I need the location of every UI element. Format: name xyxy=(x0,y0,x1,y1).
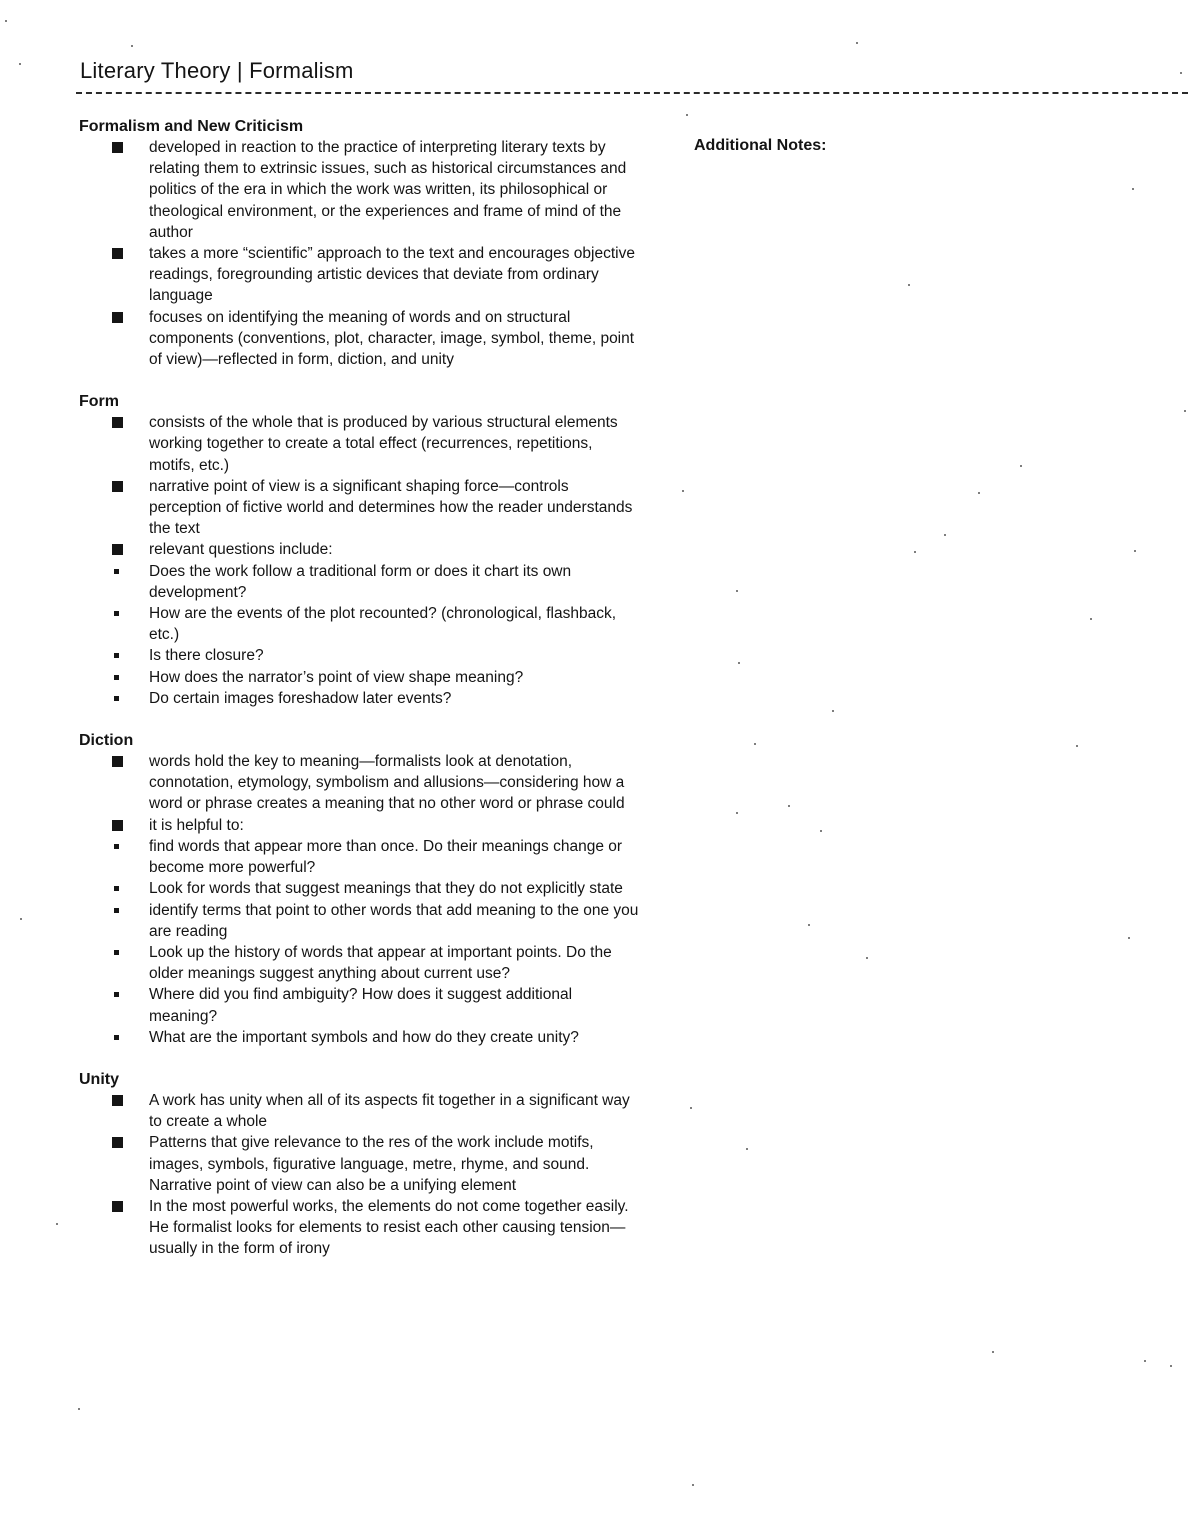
scan-speck xyxy=(78,1408,80,1410)
small-bullet-icon xyxy=(114,992,119,997)
small-bullet-icon xyxy=(114,569,119,574)
scan-speck xyxy=(754,743,756,745)
additional-notes-label: Additional Notes: xyxy=(694,137,827,154)
square-bullet-icon xyxy=(112,756,123,767)
scan-speck xyxy=(19,63,21,65)
scan-speck xyxy=(908,284,910,286)
list-item-text: Where did you find ambiguity? How does it suggest additional meaning? xyxy=(149,986,573,1025)
list-item xyxy=(79,137,639,243)
main-content xyxy=(79,116,639,1281)
list-item-text: consists of the whole that is produced by various structural elements working together to create a total effect (recurrences, repetitions, motifs, etc.) xyxy=(149,414,618,474)
scan-speck xyxy=(992,1351,994,1353)
bullet-list xyxy=(79,412,639,709)
scan-speck xyxy=(808,924,810,926)
list-item-text: it is helpful to: xyxy=(149,816,244,834)
scan-speck xyxy=(736,812,738,814)
square-bullet-icon xyxy=(112,1137,123,1148)
scan-speck xyxy=(1020,465,1022,467)
scan-speck xyxy=(788,805,790,807)
list-item xyxy=(79,751,639,815)
scan-speck xyxy=(832,710,834,712)
scan-speck xyxy=(978,492,980,494)
scan-speck xyxy=(746,1148,748,1150)
list-item-text: Look for words that suggest meanings that they do not explicitly state xyxy=(149,880,623,898)
list-item-text: Do certain images foreshadow later events? xyxy=(149,689,452,707)
list-item xyxy=(79,1196,639,1260)
list-item-text: What are the important symbols and how do they create unity? xyxy=(149,1028,579,1046)
list-item-text: How are the events of the plot recounted? (chronological, flashback, etc.) xyxy=(149,605,616,644)
scan-speck xyxy=(736,590,738,592)
scan-speck xyxy=(1184,410,1186,412)
scan-speck xyxy=(690,1107,692,1109)
list-item xyxy=(79,1027,639,1048)
square-bullet-icon xyxy=(112,142,123,153)
list-item xyxy=(79,984,639,1026)
list-item xyxy=(79,688,639,709)
scan-speck xyxy=(1076,745,1078,747)
scan-speck xyxy=(1132,188,1134,190)
small-bullet-icon xyxy=(114,611,119,616)
list-item xyxy=(79,900,639,942)
list-item-text: developed in reaction to the practice of interpreting literary texts by relating them to extrinsic issues, such as historical circumstances and politics of the era in which the work was written, its philosophical or theological environment, or the experiences and frame of mind of the author xyxy=(149,139,627,241)
scan-speck xyxy=(914,551,916,553)
bullet-list xyxy=(79,751,639,1048)
list-item xyxy=(79,243,639,307)
scan-speck xyxy=(866,957,868,959)
list-item-text: How does the narrator’s point of view shape meaning? xyxy=(149,668,524,686)
scan-speck xyxy=(682,490,684,492)
scan-speck xyxy=(686,114,688,116)
square-bullet-icon xyxy=(112,481,123,492)
scan-speck xyxy=(820,830,822,832)
scan-speck xyxy=(20,918,22,920)
section-heading: Unity xyxy=(79,1070,119,1088)
square-bullet-icon xyxy=(112,248,123,259)
list-item xyxy=(79,1132,639,1196)
bullet-list xyxy=(79,1090,639,1260)
list-item-text: Look up the history of words that appear at important points. Do the older meanings suggest anything about current use? xyxy=(149,943,612,983)
list-item-text: Does the work follow a traditional form or does it chart its own development? xyxy=(149,562,572,601)
square-bullet-icon xyxy=(112,1201,123,1212)
title-divider xyxy=(76,92,1188,94)
list-item xyxy=(79,667,639,688)
scan-speck xyxy=(1090,618,1092,620)
scan-speck xyxy=(692,1484,694,1486)
list-item-text: find words that appear more than once. Do their meanings change or become more powerful? xyxy=(149,837,623,877)
list-item-text: identify terms that point to other words that add meaning to the one you are reading xyxy=(149,901,639,940)
section-heading: Diction xyxy=(79,732,134,750)
list-item-text: focuses on identifying the meaning of words and on structural components (conventions, plot, character, image, symbol, theme, point of view)—reflected in form, diction, and unity xyxy=(149,308,635,369)
list-item-text: words hold the key to meaning—formalists look at denotation, connotation, etymology, symbolism and allusions—considering how a word or phrase creates a meaning that no other word or phrase could xyxy=(149,753,625,813)
scan-speck xyxy=(1170,1365,1172,1367)
scan-speck xyxy=(1128,937,1130,939)
square-bullet-icon xyxy=(112,820,123,831)
scan-speck xyxy=(131,45,133,47)
section-heading: Formalism and New Criticism xyxy=(79,118,304,135)
list-item xyxy=(79,603,639,645)
list-item-text: A work has unity when all of its aspects fit together in a significant way to create a whole xyxy=(149,1091,630,1131)
small-bullet-icon xyxy=(114,886,119,891)
page-title: Literary Theory | Formalism xyxy=(80,58,354,83)
section-heading: Form xyxy=(79,393,119,411)
scan-speck xyxy=(56,1223,58,1225)
small-bullet-icon xyxy=(114,653,119,658)
scan-speck xyxy=(1134,550,1136,552)
list-item xyxy=(79,1090,639,1132)
square-bullet-icon xyxy=(112,312,123,323)
list-item-text: Patterns that give relevance to the res of the work include motifs, images, symbols, figurative language, metre, rhyme, and sound. Narrative point of view can also be a unifying element xyxy=(149,1134,594,1194)
list-item xyxy=(79,561,639,603)
square-bullet-icon xyxy=(112,544,123,555)
list-item-text: relevant questions include: xyxy=(149,541,333,559)
scan-speck xyxy=(856,42,858,44)
list-item xyxy=(79,476,639,540)
list-item-text: Is there closure? xyxy=(149,647,264,665)
square-bullet-icon xyxy=(112,1095,123,1106)
square-bullet-icon xyxy=(112,417,123,428)
list-item xyxy=(79,539,639,560)
scan-speck xyxy=(5,20,7,22)
scan-speck xyxy=(1180,72,1182,74)
scan-speck xyxy=(1144,1360,1146,1362)
small-bullet-icon xyxy=(114,696,119,701)
list-item-text: takes a more “scientific” approach to the text and encourages objective readings, foregrounding artistic devices that deviate from ordinary language xyxy=(149,245,635,305)
small-bullet-icon xyxy=(114,1035,119,1040)
list-item xyxy=(79,878,639,899)
list-item xyxy=(79,412,639,476)
section xyxy=(79,391,639,709)
scan-speck xyxy=(738,662,740,664)
list-item xyxy=(79,836,639,878)
scan-speck xyxy=(944,534,946,536)
small-bullet-icon xyxy=(114,844,119,849)
list-item-text: In the most powerful works, the elements do not come together easily. He formalist looks for elements to resist each other causing tension—usually in the form of irony xyxy=(149,1197,629,1258)
list-item xyxy=(79,815,639,836)
list-item xyxy=(79,307,639,371)
section xyxy=(79,730,639,1048)
small-bullet-icon xyxy=(114,908,119,913)
small-bullet-icon xyxy=(114,675,119,680)
small-bullet-icon xyxy=(114,950,119,955)
list-item-text: narrative point of view is a significant shaping force—controls perception of fictive world and determines how the reader understands the text xyxy=(149,477,633,538)
list-item xyxy=(79,645,639,666)
list-item xyxy=(79,942,639,984)
section xyxy=(79,1069,639,1260)
bullet-list xyxy=(79,137,639,370)
section xyxy=(79,116,639,370)
